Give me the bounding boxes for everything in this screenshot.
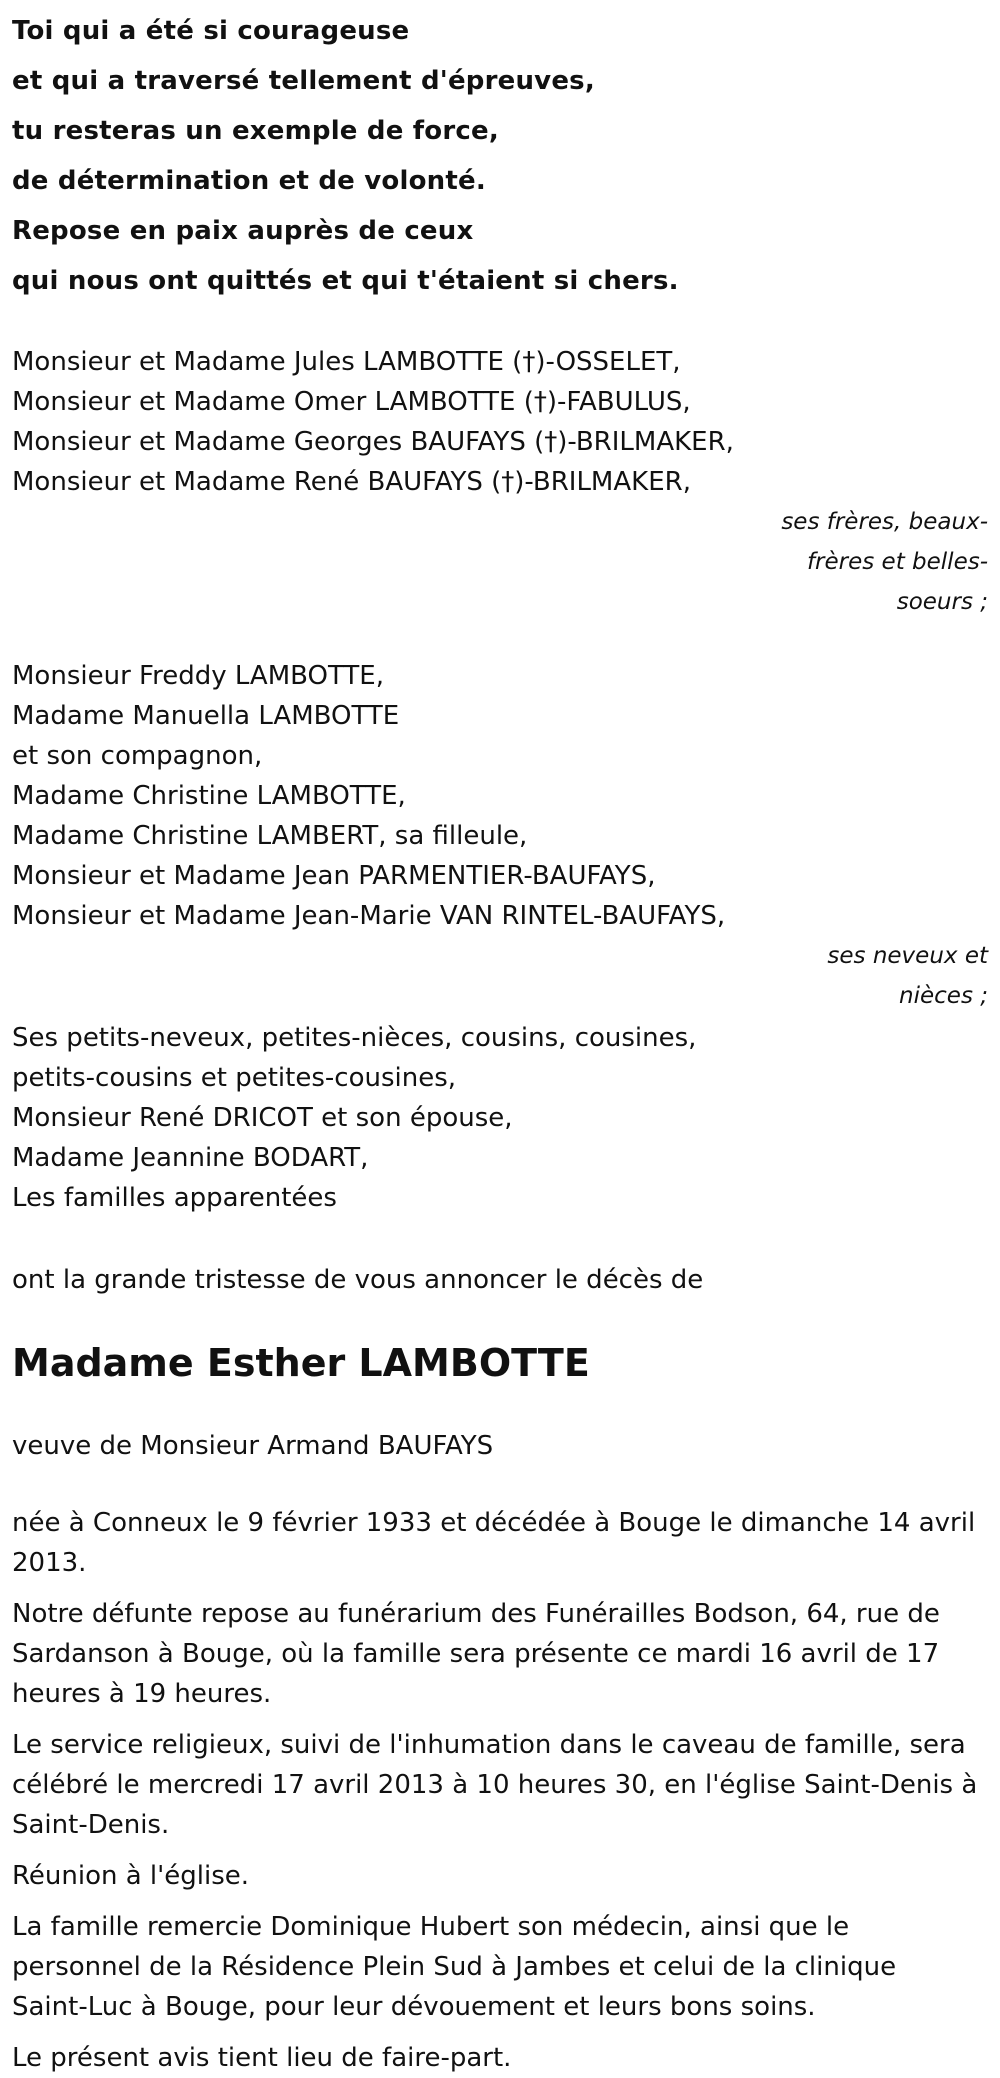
poem-line: tu resteras un exemple de force,: [12, 116, 499, 146]
family-member: Monsieur et Madame Georges BAUFAYS (†)-BRILMAKER,: [12, 427, 734, 457]
announcement: ont la grande tristesse de vous annoncer le décès de: [12, 1265, 704, 1295]
siblings-group: [12, 342, 988, 622]
family-member: Monsieur et Madame René BAUFAYS (†)-BRILMAKER,: [12, 467, 691, 497]
family-member: Monsieur René DRICOT et son épouse,: [12, 1103, 513, 1133]
family-member: Ses petits-neveux, petites-nièces, cousins, cousines,: [12, 1023, 697, 1053]
faire-part-note: Le présent avis tient lieu de faire-part.: [12, 2043, 512, 2073]
family-member: Monsieur et Madame Omer LAMBOTTE (†)-FABULUS,: [12, 387, 691, 417]
family-member: Madame Christine LAMBERT, sa filleule,: [12, 821, 528, 851]
reunion-note: Réunion à l'église.: [12, 1861, 250, 1891]
family-member: Monsieur et Madame Jean-Marie VAN RINTEL-BAUFAYS,: [12, 901, 726, 931]
widow-of: veuve de Monsieur Armand BAUFAYS: [12, 1431, 494, 1461]
family-member: Madame Christine LAMBOTTE,: [12, 781, 406, 811]
nephews-group: [12, 656, 988, 1016]
family-member: Madame Manuella LAMBOTTE: [12, 701, 400, 731]
family-member: Les familles apparentées: [12, 1183, 337, 1213]
other-relatives-group: [12, 1018, 988, 1218]
family-member: petits-cousins et petites-cousines,: [12, 1063, 457, 1093]
poem-line: de détermination et de volonté.: [12, 166, 486, 196]
relationship-label: ses neveux et nièces ;: [827, 943, 988, 1009]
birth-death-details: née à Conneux le 9 février 1933 et décédée à Bouge le dimanche 14 avril 2013.: [12, 1508, 976, 1578]
poem-line: Toi qui a été si courageuse: [12, 16, 410, 46]
family-member: Monsieur et Madame Jean PARMENTIER-BAUFAYS,: [12, 861, 656, 891]
service-details: Le service religieux, suivi de l'inhumation dans le caveau de famille, sera célébré le mercredi 17 avril 2013 à 10 heures 30, en l'église Saint-Denis à Saint-Denis.: [12, 1730, 978, 1840]
thanks-note: La famille remercie Dominique Hubert son médecin, ainsi que le personnel de la Résidence Plein Sud à Jambes et celui de la clinique Saint-Luc à Bouge, pour leur dévouement et leurs bons soins.: [12, 1912, 897, 2022]
family-member: Monsieur Freddy LAMBOTTE,: [12, 661, 384, 691]
poem-line: et qui a traversé tellement d'épreuves,: [12, 66, 595, 96]
funeral-home-details: Notre défunte repose au funérarium des Funérailles Bodson, 64, rue de Sardanson à Bouge, où la famille sera présente ce mardi 16 avril de 17 heures à 19 heures.: [12, 1599, 940, 1709]
family-member: Madame Jeannine BODART,: [12, 1143, 369, 1173]
family-member: Monsieur et Madame Jules LAMBOTTE (†)-OSSELET,: [12, 347, 681, 377]
poem-line: qui nous ont quittés et qui t'étaient si chers.: [12, 266, 679, 296]
deceased-name: Madame Esther LAMBOTTE: [12, 1341, 590, 1385]
obituary-notice: [0, 6, 1000, 2073]
family-member: et son compagnon,: [12, 741, 263, 771]
poem: [12, 6, 988, 306]
relationship-label: ses frères, beaux-frères et belles-soeurs ;: [781, 509, 988, 615]
poem-line: Repose en paix auprès de ceux: [12, 216, 474, 246]
